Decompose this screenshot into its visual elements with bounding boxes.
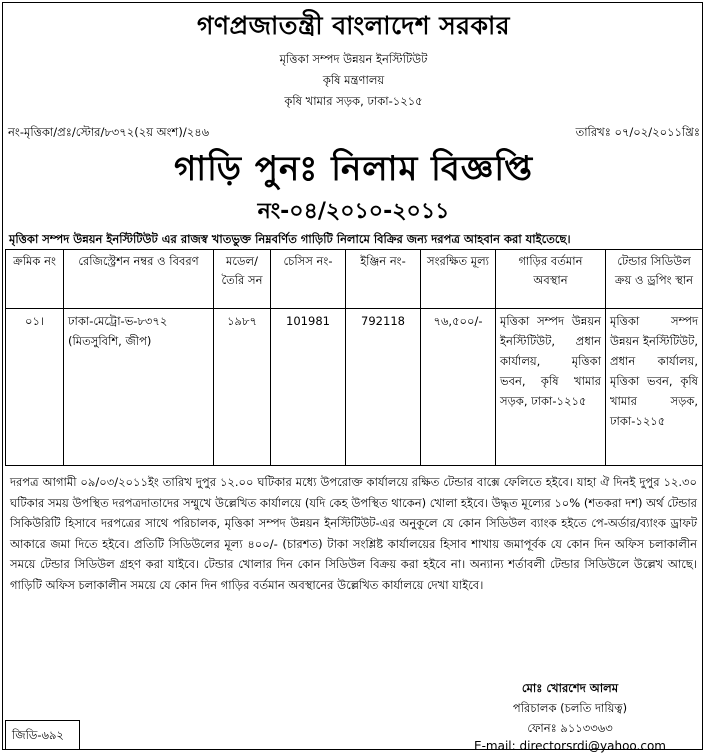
gd-number-box xyxy=(5,720,80,750)
table-header-row xyxy=(6,250,703,309)
table-row xyxy=(6,309,703,466)
cell-tender-place: মৃত্তিকা সম্পদ উন্নয়ন ইনস্টিটিউট, প্রধান কার্যালয়, মৃত্তিকা ভবন, কৃষি খামার সড়ক, ঢাকা-১২১৫ xyxy=(606,309,703,466)
header-engine: ইঞ্জিন নং- xyxy=(346,250,421,309)
cell-location: মৃত্তিকা সম্পদ উন্নয়ন ইনস্টিটিউট, প্রধান কার্যালয়, মৃত্তিকা ভবন, কৃষি খামার সড়ক, ঢাকা-১২১৫ xyxy=(496,309,606,466)
signatory-email: E-mail: directorsrdi@yahoo.com xyxy=(474,739,666,753)
auction-table xyxy=(5,249,703,466)
institute-name: মৃত্তিকা সম্পদ উন্নয়ন ইনস্টিটিউট xyxy=(279,52,428,66)
header-serial: ক্রমিক নং xyxy=(6,250,64,309)
office-address: কৃষি খামার সড়ক, ঢাকা-১২১৫ xyxy=(284,94,423,108)
signatory-designation: পরিচালক (চলতি দায়িত্ব) xyxy=(512,701,628,715)
cell-engine: 792118 xyxy=(346,309,421,466)
ministry-name: কৃষি মন্ত্রণালয় xyxy=(322,73,385,87)
cell-chassis: 101981 xyxy=(271,309,346,466)
header-model-year: মডেল/ তৈরি সন xyxy=(214,250,271,309)
memo-number: নং-মৃত্তিকা/প্রঃ/স্টোর/৮৩৭২(২য় অংশ)/২৪৬ xyxy=(8,125,210,139)
cell-serial: ০১। xyxy=(6,309,64,466)
notice-intro: মৃত্তিকা সম্পদ উন্নয়ন ইনস্টিটিউট এর রাজস্ব খাতভুক্ত নিম্নবর্ণিত গাড়িটি নিলামে বিক্রির জন্য দরপত্র আহবান করা যাইতেছে। xyxy=(9,232,571,246)
header-tender-place: টেন্ডার সিডিউল ক্রয় ও ড্রপিং স্থান xyxy=(606,250,703,309)
header-registration: রেজিস্ট্রেশন নম্বর ও বিবরণ xyxy=(64,250,214,309)
gd-number: জিডি-৬৯২ xyxy=(12,728,64,742)
header-reserve-price: সংরক্ষিত মূল্য xyxy=(421,250,496,309)
header-location: গাড়ির বর্তমান অবস্থান xyxy=(496,250,606,309)
cell-model-year: ১৯৮৭ xyxy=(214,309,271,466)
signatory-name: মোঃ খোরশেদ আলম xyxy=(521,681,619,695)
header-chassis: চেসিস নং- xyxy=(271,250,346,309)
cell-reserve-price: ৭৬,৫০০/- xyxy=(421,309,496,466)
notice-number: নং-০৪/২০১০-২০১১ xyxy=(257,199,450,224)
terms-paragraph: দরপত্র আগামী ০৯/০৩/২০১১ইং তারিখ দুপুর ১২.০০ ঘটিকার মধ্যে উপরোক্ত কার্যালয়ে রক্ষিত টেন্ডার বাক্সে ফেলিতে হইবে। যাহা ঐ দিনই দুপুর ১২.৩০ ঘটিকার সময় উপস্থিত দরপত্রদাতাদের সম্মুখে উল্লেখিত কার্যালয়ে (যদি কেহ উপস্থিত থাকেন) খোলা হইবে। উদ্ধৃত মূল্যের ১০% (শতকরা দশ) অর্থ টেন্ডার সিকিউরিটি হিসাবে দরপত্রের সাথে পরিচালক, মৃত্তিকা সম্পদ উন্নয়ন ইনস্টিটিউট-এর অনুকূলে যে কোন সিডিউল ব্যাংক হইতে পে-অর্ডার/ব্যাংক ড্রাফট আকারে জমা দিতে হইবে। প্রতিটি সিডিউলের মূল্য ৪০০/- (চারশত) টাকা সংশ্লিষ্ট কার্যালয়ের হিসাব শাখায় জমাপূর্বক যে কোন দিন অফিস চলাকালীন সময়ে টেন্ডার সিডিউল গ্রহণ করা যাইবে। টেন্ডার খোলার দিন কোন সিডিউল বিক্রয় করা হইবে না। অন্যান্য শর্তাবলী টেন্ডার সিডিউলে উল্লেখ আছে। গাড়িটি অফিস চলাকালীন সময়ে যে কোন দিন গাড়ির বর্তমান অবস্থানের উল্লেখিত কার্যালয়ে দেখা যাইবে। xyxy=(10,475,697,592)
memo-date: তারিখঃ ০৭/০২/২০১১খ্রিঃ xyxy=(575,125,700,139)
government-title: গণপ্রজাতন্ত্রী বাংলাদেশ সরকার xyxy=(197,11,510,40)
cell-registration: ঢাকা-মেট্রো-ভ-৮৩৭২ (মিতসুবিশি, জীপ) xyxy=(64,309,214,466)
signatory-phone: ফোনঃ ৯১১৩৩৬৩ xyxy=(527,721,613,735)
notice-title: গাড়ি পুনঃ নিলাম বিজ্ঞপ্তি xyxy=(173,149,534,189)
